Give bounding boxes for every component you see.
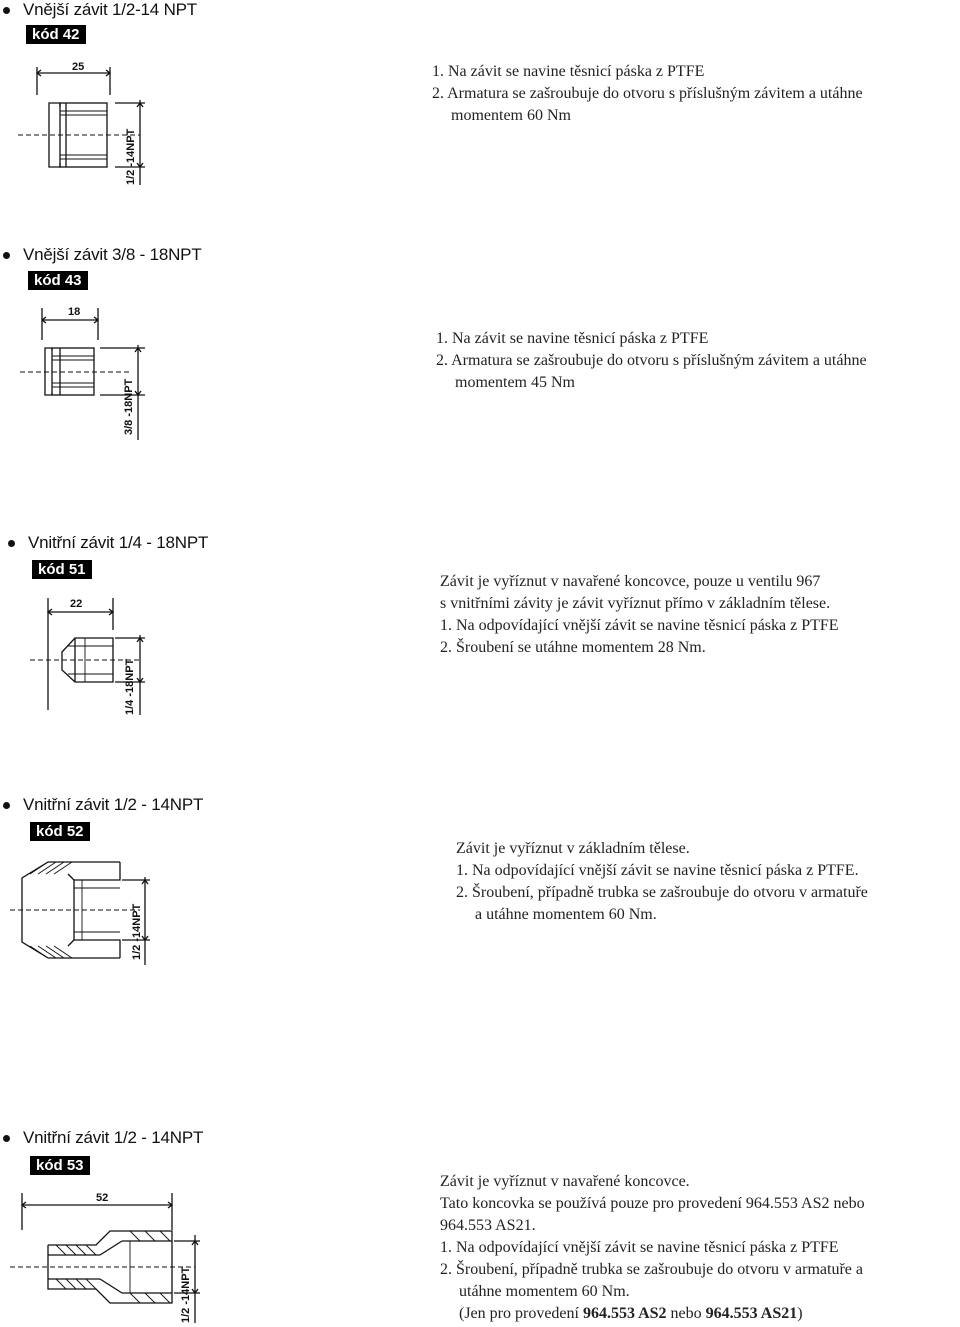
instructions-43 xyxy=(436,328,867,394)
dimension-label: 25 xyxy=(72,61,85,73)
section-heading-51 xyxy=(0,533,208,553)
instruction-line: 2. Šroubení, případně trubka se zašroubuje do otvoru v armatuře a xyxy=(440,1261,863,1278)
section-title: Vnější závit 3/8 - 18NPT xyxy=(23,245,202,264)
note-suffix: ) xyxy=(797,1305,803,1322)
instruction-line: momentem 60 Nm xyxy=(451,107,571,124)
instruction-line: Tato koncovka se používá pouze pro provedení 964.553 AS2 nebo xyxy=(440,1195,865,1212)
drawing-code-52 xyxy=(0,850,160,970)
code-badge-53: kód 53 xyxy=(30,1156,90,1175)
bullet-icon xyxy=(8,540,15,547)
drawing-code-53 xyxy=(0,1185,210,1327)
section-title: Vnitřní závit 1/2 - 14NPT xyxy=(23,1128,204,1147)
instruction-line: Závit je vyříznut v navařené koncovce. xyxy=(440,1173,690,1190)
instruction-line: 2. Armatura se zašroubuje do otvoru s příslušným závitem a utáhne xyxy=(436,352,867,369)
dimension-label: 52 xyxy=(96,1192,109,1204)
instruction-line: 1. Na odpovídající vnější závit se navine těsnicí páska z PTFE. xyxy=(456,862,859,879)
note-prefix: (Jen pro provedení xyxy=(459,1305,583,1322)
thread-label: 3/8 -18NPT xyxy=(123,378,135,435)
code-badge-51: kód 51 xyxy=(32,560,92,579)
instruction-line: s vnitřními závity je závit vyříznut přímo v základním tělese. xyxy=(440,595,831,612)
instruction-line: 2. Armatura se zašroubuje do otvoru s příslušným závitem a utáhne xyxy=(432,85,863,102)
instructions-52 xyxy=(456,838,868,926)
instruction-line: 964.553 AS21. xyxy=(440,1217,536,1234)
instruction-line: Závit je vyříznut v navařené koncovce, pouze u ventilu 967 xyxy=(440,573,821,590)
section-title: Vnitřní závit 1/4 - 18NPT xyxy=(28,533,209,552)
drawing-code-43 xyxy=(0,300,160,445)
instructions-51 xyxy=(440,571,839,659)
bullet-icon xyxy=(3,802,10,809)
dimension-label: 22 xyxy=(70,598,83,610)
instruction-line: a utáhne momentem 60 Nm. xyxy=(475,906,657,923)
bullet-icon xyxy=(3,7,10,14)
thread-label: 1/2 -14NPT xyxy=(125,128,137,185)
thread-label: 1/4 -18NPT xyxy=(124,658,136,715)
note-variant-as21: 964.553 AS21 xyxy=(705,1305,798,1322)
section-title: Vnější závit 1/2-14 NPT xyxy=(23,0,197,19)
instruction-line: 1. Na odpovídající vnější závit se navine těsnicí páska z PTFE xyxy=(440,1239,839,1256)
instructions-53 xyxy=(440,1171,865,1325)
bullet-icon xyxy=(3,252,10,259)
code-badge-42: kód 42 xyxy=(26,25,86,44)
thread-label: 1/2 -14NPT xyxy=(180,1266,192,1323)
section-heading-43 xyxy=(0,245,202,265)
drawing-code-42 xyxy=(0,55,160,195)
note-middle: nebo xyxy=(666,1305,706,1322)
instruction-line: 1. Na závit se navine těsnicí páska z PTFE xyxy=(436,330,709,347)
instruction-line: utáhne momentem 60 Nm. xyxy=(459,1283,630,1300)
thread-label: 1/2 -14NPT xyxy=(131,903,143,960)
drawing-code-51 xyxy=(0,590,160,720)
section-title: Vnitřní závit 1/2 - 14NPT xyxy=(23,795,204,814)
section-heading-52 xyxy=(0,795,203,815)
section-heading-42 xyxy=(0,0,197,20)
code-badge-52: kód 52 xyxy=(30,822,90,841)
code-badge-43: kód 43 xyxy=(28,271,88,290)
dimension-label: 18 xyxy=(68,306,81,318)
instruction-line: Závit je vyříznut v základním tělese. xyxy=(456,840,690,857)
bullet-icon xyxy=(3,1135,10,1142)
instruction-line: 1. Na odpovídající vnější závit se navine těsnicí páska z PTFE xyxy=(440,617,839,634)
instruction-line: 2. Šroubení, případně trubka se zašroubuje do otvoru v armatuře xyxy=(456,884,868,901)
variant-note xyxy=(440,1303,865,1325)
note-variant-as2: 964.553 AS2 xyxy=(582,1305,667,1322)
instructions-42 xyxy=(432,61,863,127)
instruction-line: 1. Na závit se navine těsnicí páska z PTFE xyxy=(432,63,705,80)
section-heading-53 xyxy=(0,1128,203,1148)
instruction-line: momentem 45 Nm xyxy=(455,374,575,391)
instruction-line: 2. Šroubení se utáhne momentem 28 Nm. xyxy=(440,639,706,656)
